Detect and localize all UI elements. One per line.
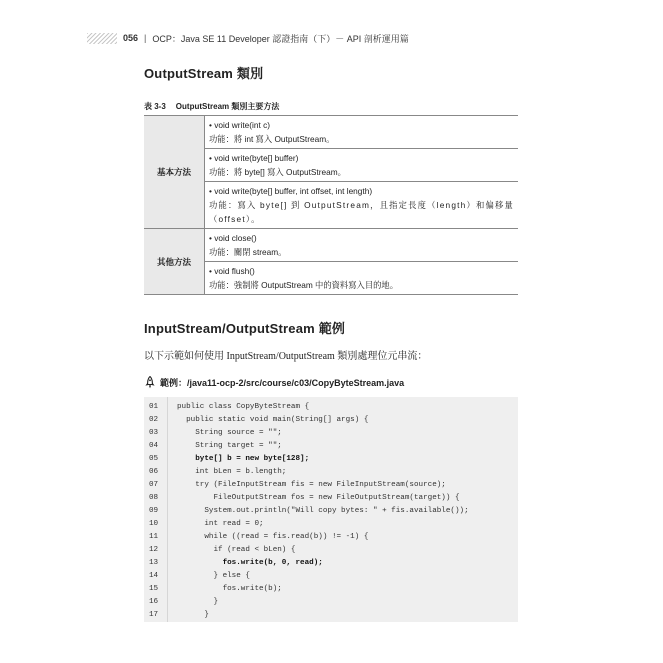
table-row: [144, 229, 518, 262]
line-number: 14: [149, 572, 159, 580]
code-text: public static void main(String[] args) {: [177, 416, 369, 424]
method-signature: • void write(byte[] buffer, int offset, int length): [209, 186, 373, 196]
table-caption-number: 表 3-3: [144, 102, 166, 111]
line-number: 08: [149, 494, 159, 502]
line-number: 01: [149, 403, 159, 411]
method-description: 功能：寫入 byte[] 到 OutputStream，且指定長度（length）和偏移量（offset）。: [209, 200, 514, 224]
category-other-methods: 其他方法: [144, 229, 205, 295]
intro-paragraph: 以下示範如何使用 InputStream/OutputStream 類別處理位元串流：: [144, 351, 428, 362]
header-separator: |: [144, 33, 147, 43]
method-signature: • void write(byte[] buffer): [209, 153, 299, 163]
line-number: 03: [149, 429, 159, 437]
code-text: }: [177, 611, 209, 619]
method-cell: [205, 149, 519, 182]
code-text: if (read < bLen) {: [177, 546, 296, 554]
code-text: String source = "";: [177, 429, 282, 437]
header-stripes-decoration: [87, 33, 117, 44]
line-number: 06: [149, 468, 159, 476]
book-title: OCP：Java SE 11 Developer 認證指南（下）－ API 剖析運用篇: [152, 33, 409, 44]
code-text: byte[] b = new byte[128];: [177, 455, 310, 463]
line-number: 04: [149, 442, 159, 450]
line-number: 07: [149, 481, 159, 489]
section-title-outputstream: OutputStream 類別: [144, 66, 264, 81]
method-cell: [205, 116, 519, 149]
code-text: while ((read = fis.read(b)) != -1) {: [177, 533, 369, 541]
code-text: public class CopyByteStream {: [177, 403, 310, 411]
example-heading: [144, 374, 404, 390]
line-number: 13: [149, 559, 159, 567]
method-signature: • void flush(): [209, 266, 255, 276]
code-text: fos.write(b);: [177, 585, 282, 593]
table-row: [144, 116, 518, 149]
method-cell: [205, 229, 519, 262]
page-number: 056: [123, 33, 139, 43]
line-number: 17: [149, 611, 159, 619]
code-text: } else {: [177, 572, 250, 580]
section-title-stream-example: InputStream/OutputStream 範例: [144, 321, 346, 336]
method-table: [144, 115, 518, 295]
code-text: fos.write(b, 0, read);: [177, 559, 323, 567]
code-text: System.out.println("Will copy bytes: " + fis.available());: [177, 507, 469, 515]
running-header: [87, 30, 587, 46]
code-text: int bLen = b.length;: [177, 468, 287, 476]
table-caption: [144, 101, 279, 112]
method-description: 功能：將 int 寫入 OutputStream。: [209, 134, 335, 144]
line-number: 02: [149, 416, 159, 424]
line-number: 05: [149, 455, 159, 463]
method-cell: [205, 182, 519, 229]
method-description: 功能：將 byte[] 寫入 OutputStream。: [209, 167, 346, 177]
line-number: 16: [149, 598, 159, 606]
method-signature: • void close(): [209, 233, 257, 243]
code-text: String target = "";: [177, 442, 282, 450]
method-description: 功能：強制將 OutputStream 中的資料寫入目的地。: [209, 280, 399, 290]
method-cell: [205, 262, 519, 295]
line-number: 10: [149, 520, 159, 528]
code-listing: [144, 397, 518, 622]
line-number: 15: [149, 585, 159, 593]
table-caption-text: OutputStream 類別主要方法: [175, 102, 280, 111]
example-file-path: 範例：/java11-ocp-2/src/course/c03/CopyByteStream.java: [160, 377, 405, 388]
code-text: FileOutputStream fos = new FileOutputStream(target)) {: [177, 494, 460, 502]
code-text: try (FileInputStream fis = new FileInputStream(source);: [177, 481, 446, 489]
rocket-icon: [144, 376, 156, 389]
line-number: 12: [149, 546, 159, 554]
method-signature: • void write(int c): [209, 120, 270, 130]
code-text: int read = 0;: [177, 520, 264, 528]
code-text: }: [177, 598, 219, 606]
method-description: 功能：關閉 stream。: [209, 247, 287, 257]
category-basic-methods: 基本方法: [144, 116, 205, 229]
line-number: 09: [149, 507, 159, 515]
line-number: 11: [149, 533, 159, 541]
